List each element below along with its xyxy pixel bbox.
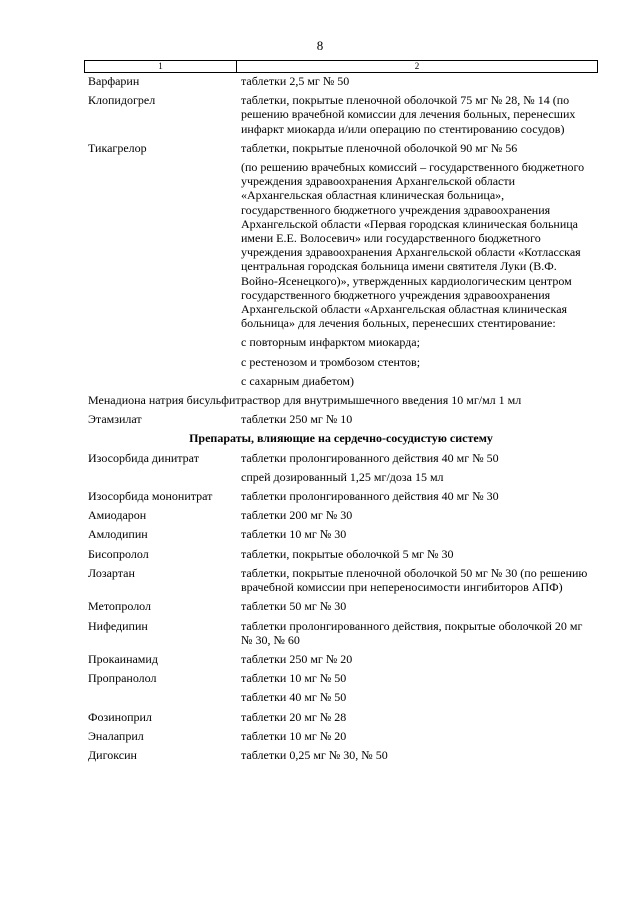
drug-form <box>241 671 598 704</box>
drug-form-line: таблетки 250 мг № 10 <box>241 412 353 427</box>
table-row <box>84 527 598 541</box>
drug-table <box>84 74 598 767</box>
table-row <box>84 729 598 743</box>
drug-name: Дигоксин <box>88 747 137 762</box>
table-row <box>84 141 598 388</box>
drug-name: Амиодарон <box>88 508 147 523</box>
drug-name: Метопролол <box>88 599 152 614</box>
drug-form-line: с рестенозом и тромбозом стентов; <box>241 354 421 369</box>
table-row <box>84 508 598 522</box>
table-row <box>84 547 598 561</box>
drug-name: Варфарин <box>88 74 140 88</box>
drug-form <box>241 566 598 594</box>
drug-form <box>241 729 598 743</box>
drug-name: Бисопролол <box>88 546 149 561</box>
table-column-header <box>84 60 598 73</box>
table-row <box>84 599 598 613</box>
drug-form <box>241 412 598 426</box>
drug-name: Этамзилат <box>88 412 142 427</box>
table-row <box>84 652 598 666</box>
drug-form-line: таблетки 40 мг № 50 <box>241 690 347 705</box>
drug-form <box>241 599 598 613</box>
drug-form <box>241 451 598 484</box>
drug-form-line: таблетки 10 мг № 50 <box>241 671 347 686</box>
drug-form <box>241 393 598 407</box>
drug-form-line: таблетки 10 мг № 30 <box>241 527 347 542</box>
drug-form-line: таблетки 50 мг № 30 <box>241 599 347 614</box>
drug-name: Менадиона натрия бисульфит <box>88 393 241 408</box>
table-row <box>84 619 598 647</box>
drug-form <box>241 547 598 561</box>
drug-form <box>241 93 598 136</box>
drug-name: Фозиноприл <box>88 709 152 724</box>
drug-form-line: таблетки 2,5 мг № 50 <box>241 74 350 88</box>
drug-form-line: таблетки 0,25 мг № 30, № 50 <box>241 747 388 762</box>
drug-form-line: таблетки, покрытые пленочной оболочкой 50 мг № 30 (по решению врачебной комиссии при непереносимости ингибиторов АПФ) <box>241 565 588 595</box>
drug-name: Лозартан <box>88 565 135 580</box>
drug-form-line: таблетки, покрытые оболочкой 5 мг № 30 <box>241 546 454 561</box>
table-row <box>84 93 598 136</box>
drug-form-line: таблетки, покрытые пленочной оболочкой 90 мг № 56 <box>241 140 518 155</box>
drug-form-line: (по решению врачебных комиссий – государственного бюджетного учреждения здравоохранения Архангельской области «Архангельская областная клиническая больница», государственного бюджетного учреждения здравоохранения Архангельской области «Первая городская клиническая больница имени Е.Е. Волосевич» или государственного бюджетного учреждения здравоохранения Архангельской области «Котласская центральная городская больница имени святителя Луки (В.Ф. Войно-Ясенецкого)», утвержденных кардиологическим центром государственного бюджетного учреждения здравоохранения Архангельской области «Архангельская областная клиническая больница» для лечения больных, перенесших стентирование: <box>241 160 585 331</box>
drug-form <box>241 748 598 762</box>
section-title: Препараты, влияющие на сердечно-сосудистую систему <box>189 431 493 446</box>
drug-name: Прокаинамид <box>88 651 158 666</box>
page-number: 8 <box>316 38 324 53</box>
drug-form-line: с сахарным диабетом) <box>241 373 354 388</box>
table-row <box>84 451 598 484</box>
drug-name: Амлодипин <box>88 527 148 542</box>
column-1-header: 1 <box>85 61 237 72</box>
drug-form-line: таблетки 20 мг № 28 <box>241 709 347 724</box>
table-body-top <box>84 74 598 426</box>
drug-form-line: таблетки пролонгированного действия 40 мг № 30 <box>241 489 499 504</box>
drug-name: Тикагрелор <box>88 140 147 155</box>
drug-form-line: таблетки 250 мг № 20 <box>241 651 353 666</box>
table-row <box>84 710 598 724</box>
drug-form <box>241 489 598 503</box>
drug-form <box>241 710 598 724</box>
drug-form <box>241 652 598 666</box>
table-body-bottom <box>84 451 598 762</box>
table-row <box>84 489 598 503</box>
table-row <box>84 412 598 426</box>
table-row <box>84 393 598 407</box>
drug-form-line: таблетки, покрытые пленочной оболочкой 75 мг № 28, № 14 (по решению врачебной комиссии для лечения больных, перенесших инфаркт миокарда и/или операцию по стентированию сосудов) <box>241 93 576 136</box>
drug-form-line: таблетки 200 мг № 30 <box>241 508 353 523</box>
drug-form <box>241 508 598 522</box>
drug-name: Изосорбида динитрат <box>88 450 199 465</box>
drug-form <box>241 527 598 541</box>
table-row <box>84 74 598 88</box>
drug-form <box>241 141 598 388</box>
drug-form <box>241 619 598 647</box>
table-row <box>84 566 598 594</box>
drug-name: Пропранолол <box>88 671 157 686</box>
drug-name: Эналаприл <box>88 728 144 743</box>
drug-form-line: таблетки 10 мг № 20 <box>241 728 347 743</box>
table-row <box>84 748 598 762</box>
drug-form-line: таблетки пролонгированного действия 40 мг № 50 <box>241 450 499 465</box>
drug-form-line: раствор для внутримышечного введения 10 мг/мл 1 мл <box>241 393 522 408</box>
drug-form <box>241 74 598 88</box>
drug-name: Изосорбида мононитрат <box>88 489 213 504</box>
drug-name: Клопидогрел <box>88 93 156 108</box>
drug-form-line: с повторным инфарктом миокарда; <box>241 335 420 350</box>
drug-form-line: таблетки пролонгированного действия, покрытые оболочкой 20 мг № 30, № 60 <box>241 618 583 647</box>
drug-name: Нифедипин <box>88 618 148 633</box>
column-2-header: 2 <box>414 61 420 71</box>
drug-form-line: спрей дозированный 1,25 мг/доза 15 мл <box>241 469 444 484</box>
table-row <box>84 671 598 704</box>
